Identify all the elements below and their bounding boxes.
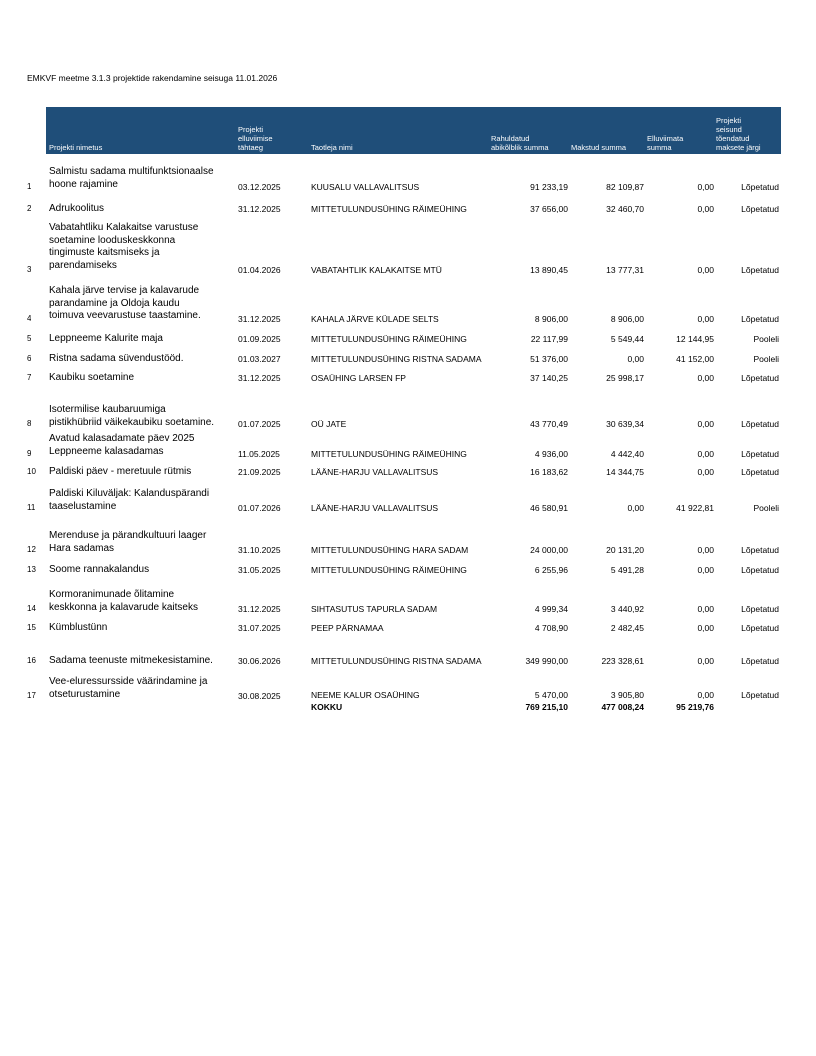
cell-unexecuted: 0,00 [697,204,714,214]
cell-applicant: SIHTASUTUS TAPURLA SADAM [311,604,438,614]
cell-unexecuted: 0,00 [697,467,714,477]
cell-project-name: Ristna sadama süvendustööd. [49,353,184,364]
cell-project-name: Salmistu sadama multifunktsionaalse hoone rajamine [49,166,214,190]
cell-project-name: Merenduse ja pärandkultuuri laager Hara sadamas [49,530,207,554]
cell-granted: 37 656,00 [530,204,568,214]
cell-paid: 82 109,87 [606,182,644,192]
cell-deadline: 01.04.2026 [238,265,281,275]
header-paid: Makstud summa [571,143,627,152]
cell-row-number: 2 [27,204,32,213]
cell-deadline: 31.12.2025 [238,314,281,324]
header-deadline: Projekti elluviimise tähtaeg [238,125,273,152]
cell-row-number: 13 [27,565,36,574]
cell-deadline: 01.03.2027 [238,354,281,364]
cell-status: Lõpetatud [741,656,779,666]
cell-applicant: PEEP PÄRNAMAA [311,623,384,633]
cell-project-name: Sadama teenuste mitmekesistamine. [49,655,213,666]
cell-granted: 51 376,00 [530,354,568,364]
cell-project-name: Adrukoolitus [49,203,105,214]
cell-paid: 5 491,28 [610,565,644,575]
cell-project-name: Kümblustünn [49,622,108,633]
cell-paid: 5 549,44 [610,334,644,344]
cell-paid: 2 482,45 [610,623,644,633]
cell-paid: 14 344,75 [606,467,644,477]
cell-applicant: VABATAHTLIK KALAKAITSE MTÜ [311,265,442,275]
cell-status: Lõpetatud [741,623,779,633]
cell-unexecuted: 0,00 [697,265,714,275]
document-title: EMKVF meetme 3.1.3 projektide rakendamine seisuga 11.01.2026 [27,73,278,83]
cell-applicant: KAHALA JÄRVE KÜLADE SELTS [311,314,439,324]
cell-unexecuted: 0,00 [697,314,714,324]
cell-status: Lõpetatud [741,690,779,700]
cell-unexecuted: 0,00 [697,449,714,459]
cell-granted: 91 233,19 [530,182,568,192]
cell-status: Pooleli [753,503,779,513]
cell-status: Lõpetatud [741,204,779,214]
cell-project-name: Vabatahtliku Kalakaitse varustuse soetamine looduskeskkonna tingimuste kaitsmiseks ja parendamiseks [49,222,199,271]
cell-deadline: 31.12.2025 [238,373,281,383]
cell-applicant: MITTETULUNDUSÜHING RÄIMEÜHING [311,565,467,575]
cell-project-name: Kahala järve tervise ja kalavarude parandamine ja Oldoja kaudu toimuva veevarustuse taastamine. [49,285,201,321]
cell-status: Lõpetatud [741,565,779,575]
cell-row-number: 8 [27,419,32,428]
cell-deadline: 11.05.2025 [238,449,280,459]
cell-status: Lõpetatud [741,545,779,555]
cell-granted: 5 470,00 [534,690,568,700]
cell-row-number: 3 [27,265,32,274]
cell-deadline: 01.07.2026 [238,503,281,513]
cell-applicant: NEEME KALUR OSAÜHING [311,690,420,700]
cell-paid: 4 442,40 [610,449,644,459]
cell-deadline: 03.12.2025 [238,182,281,192]
cell-status: Lõpetatud [741,314,779,324]
cell-granted: 4 936,00 [534,449,568,459]
cell-granted: 24 000,00 [530,545,568,555]
cell-deadline: 30.06.2026 [238,656,281,666]
cell-row-number: 1 [27,182,32,191]
cell-status: Lõpetatud [741,265,779,275]
cell-status: Lõpetatud [741,182,779,192]
cell-status: Pooleli [753,354,779,364]
cell-project-name: Avatud kalasadamate päev 2025 Leppneeme kalasadamas [49,433,195,457]
cell-deadline: 30.08.2025 [238,691,281,701]
cell-granted: 349 990,00 [525,656,568,666]
header-granted: Rahuldatud abikõlblik summa [491,134,549,152]
cell-status: Lõpetatud [741,604,779,614]
cell-row-number: 15 [27,623,36,632]
cell-row-number: 17 [27,691,36,700]
cell-row-number: 6 [27,354,32,363]
cell-paid: 3 440,92 [610,604,644,614]
cell-project-name: Kaubiku soetamine [49,372,135,383]
total-granted: 769 215,10 [525,702,568,712]
cell-unexecuted: 0,00 [697,690,714,700]
cell-unexecuted: 0,00 [697,182,714,192]
cell-granted: 37 140,25 [530,373,568,383]
cell-paid: 13 777,31 [606,265,644,275]
cell-applicant: MITTETULUNDUSÜHING RÄIMEÜHING [311,334,467,344]
cell-applicant: MITTETULUNDUSÜHING RÄIMEÜHING [311,204,467,214]
cell-deadline: 31.10.2025 [238,545,281,555]
cell-paid: 20 131,20 [606,545,644,555]
cell-granted: 43 770,49 [530,419,568,429]
cell-applicant: MITTETULUNDUSÜHING RÄIMEÜHING [311,449,467,459]
cell-deadline: 31.05.2025 [238,565,281,575]
cell-row-number: 5 [27,334,32,343]
cell-granted: 4 708,90 [534,623,568,633]
cell-deadline: 31.12.2025 [238,204,281,214]
cell-paid: 32 460,70 [606,204,644,214]
total-label: KOKKU [311,702,343,712]
cell-status: Pooleli [753,334,779,344]
cell-row-number: 7 [27,373,32,382]
cell-granted: 6 255,96 [534,565,568,575]
cell-granted: 13 890,45 [530,265,568,275]
header-unexecuted: Elluviimata summa [647,134,684,152]
cell-unexecuted: 0,00 [697,656,714,666]
cell-paid: 0,00 [627,503,644,513]
cell-row-number: 12 [27,545,36,554]
cell-deadline: 31.12.2025 [238,604,281,614]
cell-deadline: 01.09.2025 [238,334,281,344]
cell-applicant: MITTETULUNDUSÜHING RISTNA SADAMA [311,656,482,666]
total-unexecuted: 95 219,76 [676,702,714,712]
cell-project-name: Kormoranimunade õlitamine keskkonna ja kalavarude kaitseks [49,589,198,613]
cell-paid: 223 328,61 [601,656,644,666]
cell-project-name: Soome rannakalandus [49,564,150,575]
cell-granted: 4 999,34 [534,604,568,614]
header-status: Projekti seisund tõendatud maksete järgi [716,116,761,152]
cell-status: Lõpetatud [741,419,779,429]
cell-row-number: 16 [27,656,36,665]
cell-project-name: Paldiski Kiluväljak: Kalanduspärandi taaselustamine [49,488,210,512]
cell-unexecuted: 12 144,95 [676,334,714,344]
cell-paid: 30 639,34 [606,419,644,429]
table-header [46,107,781,154]
total-paid: 477 008,24 [601,702,644,712]
cell-unexecuted: 0,00 [697,373,714,383]
cell-status: Lõpetatud [741,449,779,459]
cell-unexecuted: 41 152,00 [676,354,714,364]
cell-status: Lõpetatud [741,373,779,383]
cell-project-name: Isotermilise kaubaruumiga pistikhübriid väikekaubiku soetamine. [49,404,215,428]
cell-project-name: Leppneeme Kalurite maja [49,333,163,344]
cell-granted: 46 580,91 [530,503,568,513]
cell-applicant: OSAÜHING LARSEN FP [311,373,406,383]
cell-paid: 0,00 [627,354,644,364]
cell-granted: 8 906,00 [534,314,568,324]
cell-paid: 8 906,00 [610,314,644,324]
cell-applicant: MITTETULUNDUSÜHING HARA SADAM [311,545,469,555]
cell-applicant: KUUSALU VALLAVALITSUS [311,182,420,192]
cell-applicant: LÄÄNE-HARJU VALLAVALITSUS [311,467,439,477]
cell-row-number: 4 [27,314,32,323]
cell-deadline: 21.09.2025 [238,467,281,477]
cell-deadline: 01.07.2025 [238,419,281,429]
header-applicant: Taotleja nimi [311,143,353,152]
cell-paid: 3 905,80 [610,690,644,700]
cell-unexecuted: 41 922,81 [676,503,714,513]
cell-unexecuted: 0,00 [697,623,714,633]
cell-applicant: OÜ JATE [311,419,347,429]
cell-row-number: 9 [27,449,32,458]
cell-status: Lõpetatud [741,467,779,477]
cell-project-name: Vee-eluressursside väärindamine ja otseturustamine [49,676,208,700]
cell-deadline: 31.07.2025 [238,623,281,633]
cell-unexecuted: 0,00 [697,545,714,555]
cell-applicant: LÄÄNE-HARJU VALLAVALITSUS [311,503,439,513]
cell-granted: 16 183,62 [530,467,568,477]
cell-granted: 22 117,99 [530,334,568,344]
cell-project-name: Paldiski päev - meretuule rütmis [49,466,192,477]
cell-unexecuted: 0,00 [697,419,714,429]
cell-row-number: 10 [27,467,36,476]
cell-row-number: 11 [27,503,36,512]
cell-unexecuted: 0,00 [697,565,714,575]
cell-unexecuted: 0,00 [697,604,714,614]
cell-applicant: MITTETULUNDUSÜHING RISTNA SADAMA [311,354,482,364]
cell-row-number: 14 [27,604,36,613]
header-project-name: Projekti nimetus [49,143,103,152]
cell-paid: 25 998,17 [606,373,644,383]
